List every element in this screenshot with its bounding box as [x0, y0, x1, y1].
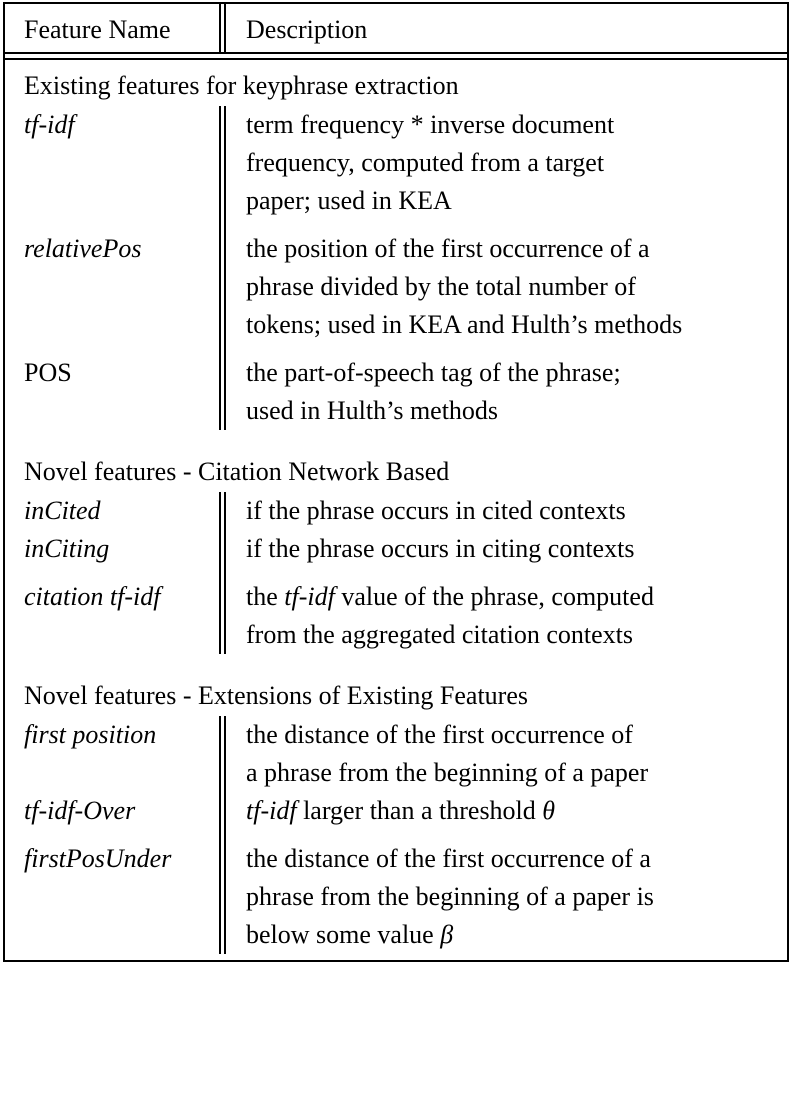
description-text: the distance of the first occurrence of a [246, 844, 651, 873]
table-row [5, 230, 787, 344]
feature-table [3, 2, 789, 962]
table-row [5, 716, 787, 792]
description-text: β [440, 920, 454, 949]
description-text: phrase from the beginning of a paper is [246, 882, 654, 911]
description-line [246, 840, 781, 878]
section-title: Novel features - Citation Network Based [24, 457, 450, 486]
cell-description [246, 106, 787, 220]
table-row [5, 354, 787, 430]
cell-feature-name: firstPosUnder [24, 844, 172, 873]
section-title: Existing features for keyphrase extraction [24, 71, 459, 100]
section-title: Novel features - Extensions of Existing Features [24, 681, 528, 710]
table-row [5, 492, 787, 530]
cell-feature-name: relativePos [24, 234, 142, 263]
table-sections [5, 66, 787, 954]
description-text: θ [542, 796, 556, 825]
cell-description [246, 230, 787, 344]
cell-feature-name: citation tf-idf [24, 582, 161, 611]
row-spacer [5, 344, 787, 354]
cell-description [246, 492, 787, 530]
table-row [5, 530, 787, 568]
description-line: the distance of the first occurrence of [246, 720, 633, 749]
cell-feature-name: tf-idf-Over [24, 796, 136, 825]
cell-description [246, 716, 787, 792]
section-rows [5, 492, 787, 654]
description-text: the [246, 582, 285, 611]
description-line: tokens; used in KEA and Hulth’s methods [246, 310, 683, 339]
description-line: frequency, computed from a target [246, 148, 605, 177]
table-header [5, 2, 787, 54]
description-line: used in Hulth’s methods [246, 396, 499, 425]
cell-description [246, 792, 787, 830]
cell-description [246, 530, 787, 568]
section-spacer [5, 654, 787, 676]
section-spacer [5, 430, 787, 452]
description-text: tf-idf [284, 582, 335, 611]
row-spacer [5, 830, 787, 840]
description-text: from the aggregated citation contexts [246, 620, 633, 649]
header-cell-feature-name: Feature Name [24, 15, 171, 44]
table-row [5, 792, 787, 830]
table-body [5, 58, 787, 962]
description-text: larger than a threshold [296, 796, 543, 825]
description-line: if the phrase occurs in citing contexts [246, 534, 635, 563]
description-line [246, 792, 781, 830]
description-line: term frequency * inverse document [246, 110, 615, 139]
description-line [246, 878, 781, 916]
table-row [5, 578, 787, 654]
description-line [246, 916, 781, 954]
cell-feature-name: first position [24, 720, 157, 749]
table-section [5, 654, 787, 954]
description-line: phrase divided by the total number of [246, 272, 636, 301]
section-rows [5, 106, 787, 430]
section-rows [5, 716, 787, 954]
description-line [246, 616, 781, 654]
description-line [246, 578, 781, 616]
table-row [5, 840, 787, 954]
description-line: the position of the first occurrence of a [246, 234, 650, 263]
table-section [5, 66, 787, 430]
description-text: value of the phrase, computed [334, 582, 654, 611]
cell-description [246, 354, 787, 430]
cell-feature-name: inCiting [24, 534, 110, 563]
row-spacer [5, 220, 787, 230]
table-row [5, 106, 787, 220]
description-line: paper; used in KEA [246, 186, 452, 215]
cell-description [246, 578, 787, 654]
description-text: tf-idf [246, 796, 297, 825]
header-row [5, 4, 787, 56]
header-cell-description: Description [246, 15, 368, 44]
cell-feature-name: inCited [24, 496, 101, 525]
description-line: a phrase from the beginning of a paper [246, 758, 649, 787]
description-text: below some value [246, 920, 441, 949]
cell-feature-name: tf-idf [24, 110, 75, 139]
description-line: if the phrase occurs in cited contexts [246, 496, 626, 525]
row-spacer [5, 568, 787, 578]
cell-description [246, 840, 787, 954]
table-section [5, 430, 787, 654]
description-line: the part-of-speech tag of the phrase; [246, 358, 621, 387]
cell-feature-name: POS [24, 358, 72, 387]
